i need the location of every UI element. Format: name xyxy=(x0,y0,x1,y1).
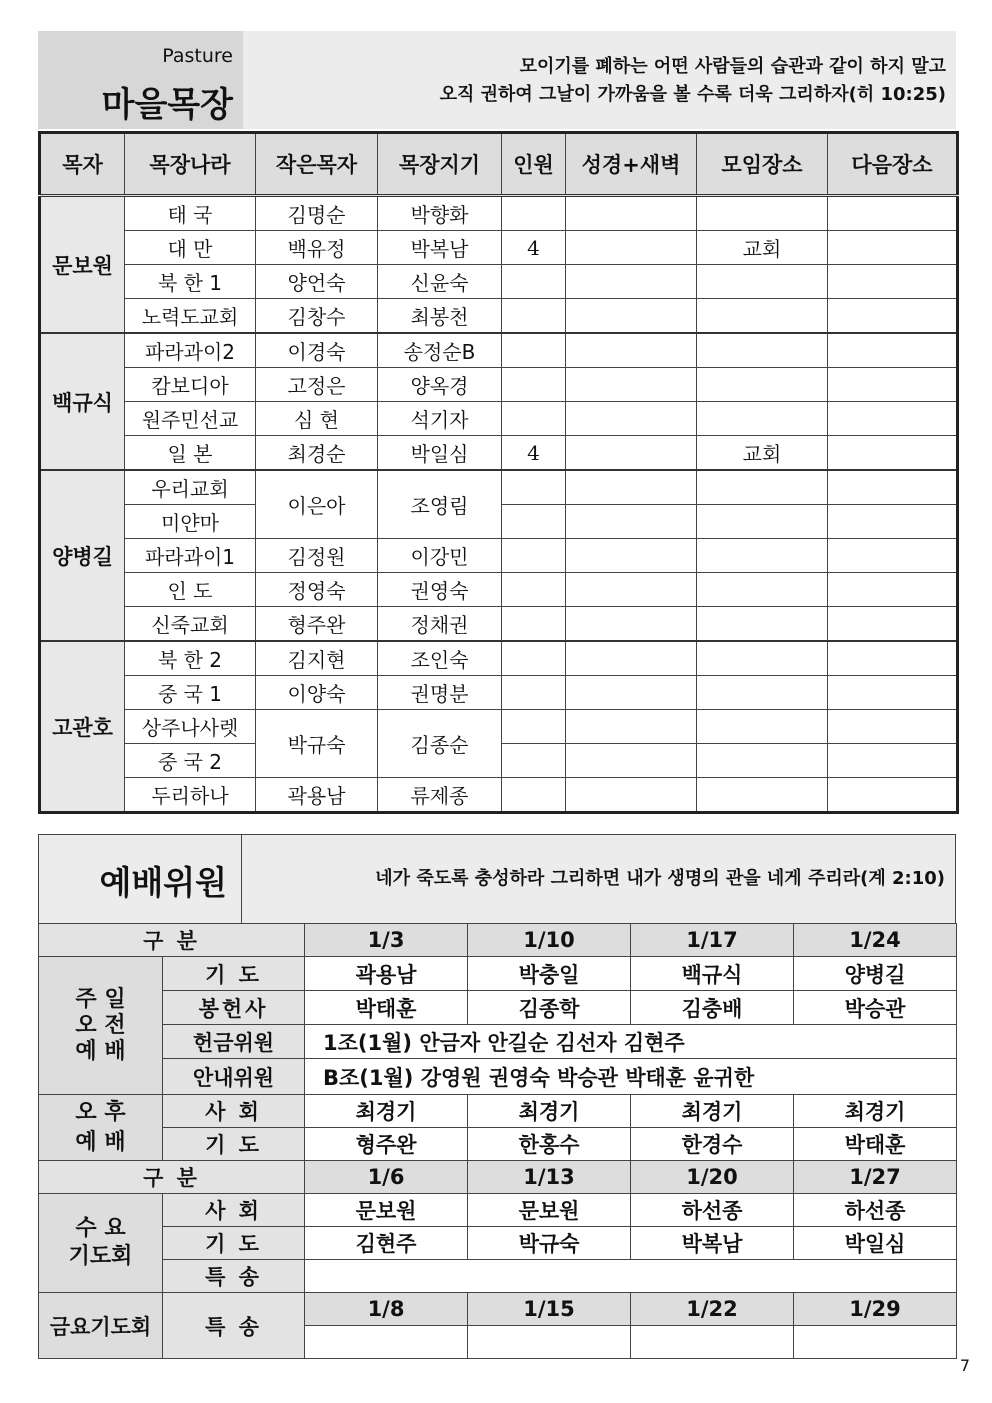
date-cell: 1/3 xyxy=(305,924,468,957)
count-cell xyxy=(502,505,566,539)
keeper-cell: 이강민 xyxy=(378,539,502,573)
usher-committee: B조(1월) 강영원 권영숙 박승관 박태훈 윤귀한 xyxy=(305,1059,957,1095)
bible-cell xyxy=(566,778,697,813)
col-place: 모임장소 xyxy=(697,133,828,196)
bible-cell xyxy=(566,402,697,436)
worship-verse: 네가 죽도록 충성하라 그리하면 내가 생명의 관을 네게 주리라(계 2:10) xyxy=(375,868,945,889)
place-cell xyxy=(697,710,828,744)
name-cell: 문보원 xyxy=(468,1194,631,1227)
bible-cell xyxy=(566,641,697,676)
count-cell xyxy=(502,710,566,744)
table-row xyxy=(40,196,958,231)
count-cell xyxy=(502,607,566,642)
table-row xyxy=(39,1293,957,1326)
keeper-cell: 석기자 xyxy=(378,402,502,436)
date-cell: 1/6 xyxy=(305,1161,468,1194)
keeper-cell: 박복남 xyxy=(378,231,502,265)
country-cell: 중 국 2 xyxy=(125,744,256,778)
small-pastor-cell: 양언숙 xyxy=(256,265,378,299)
date-cell: 1/15 xyxy=(468,1293,631,1326)
group-pastor: 백규식 xyxy=(40,333,125,470)
small-pastor-cell: 김명순 xyxy=(256,196,378,231)
next-place-cell xyxy=(828,299,958,334)
table-row xyxy=(39,1227,957,1260)
place-cell xyxy=(697,778,828,813)
country-cell: 상주나사렛 xyxy=(125,710,256,744)
country-cell: 대 만 xyxy=(125,231,256,265)
keeper-cell: 권영숙 xyxy=(378,573,502,607)
next-place-cell xyxy=(828,676,958,710)
table-row xyxy=(39,924,957,957)
name-cell: 하선종 xyxy=(631,1194,794,1227)
small-pastor-cell: 김창수 xyxy=(256,299,378,334)
next-place-cell xyxy=(828,505,958,539)
count-cell xyxy=(502,333,566,368)
bible-cell xyxy=(566,436,697,471)
usher-label: 안내위원 xyxy=(163,1059,305,1095)
keeper-cell: 신윤숙 xyxy=(378,265,502,299)
name-cell: 최경기 xyxy=(631,1095,794,1128)
name-cell: 백규식 xyxy=(631,957,794,991)
next-place-cell xyxy=(828,231,958,265)
table-row xyxy=(39,957,957,991)
name-cell: 박복남 xyxy=(631,1227,794,1260)
country-cell: 일 본 xyxy=(125,436,256,471)
country-cell: 파라과이1 xyxy=(125,539,256,573)
pasture-table xyxy=(38,131,959,814)
date-cell: 1/13 xyxy=(468,1161,631,1194)
table-row xyxy=(39,1059,957,1095)
name-cell: 김현주 xyxy=(305,1227,468,1260)
worship-title: 예배위원 xyxy=(99,863,227,902)
name-cell xyxy=(794,1326,957,1359)
pasture-header-row xyxy=(40,133,958,196)
col-keeper: 목장지기 xyxy=(378,133,502,196)
bible-cell xyxy=(566,470,697,505)
place-cell: 교회 xyxy=(697,231,828,265)
pasture-title-box xyxy=(38,31,243,129)
small-pastor-cell: 박규숙 xyxy=(256,710,378,778)
table-row xyxy=(40,676,958,710)
name-cell xyxy=(468,1326,631,1359)
col-next-place: 다음장소 xyxy=(828,133,958,196)
money-label: 헌금위원 xyxy=(163,1025,305,1059)
keeper-cell: 류제종 xyxy=(378,778,502,813)
sunday-morning-label: 주 일 오 전 예 배 xyxy=(39,957,163,1095)
worship-table xyxy=(38,923,957,1359)
name-cell: 박규숙 xyxy=(468,1227,631,1260)
small-pastor-cell: 심 현 xyxy=(256,402,378,436)
country-cell: 원주민선교 xyxy=(125,402,256,436)
small-pastor-cell: 정영숙 xyxy=(256,573,378,607)
country-cell: 캄보디아 xyxy=(125,368,256,402)
next-place-cell xyxy=(828,470,958,505)
table-row xyxy=(39,1260,957,1293)
money-committee: 1조(1월) 안금자 안길순 김선자 김현주 xyxy=(305,1025,957,1059)
gubun-label: 구 분 xyxy=(39,1161,305,1194)
small-pastor-cell: 김지현 xyxy=(256,641,378,676)
prayer-label: 기 도 xyxy=(163,957,305,991)
count-cell xyxy=(502,744,566,778)
keeper-cell: 박향화 xyxy=(378,196,502,231)
table-row xyxy=(40,573,958,607)
count-cell xyxy=(502,196,566,231)
next-place-cell xyxy=(828,368,958,402)
name-cell: 한경수 xyxy=(631,1128,794,1161)
wednesday-label: 수 요 기도회 xyxy=(39,1194,163,1293)
next-place-cell xyxy=(828,607,958,642)
country-cell: 두리하나 xyxy=(125,778,256,813)
small-pastor-cell: 이양숙 xyxy=(256,676,378,710)
group-pastor: 문보원 xyxy=(40,196,125,334)
name-cell: 박태훈 xyxy=(305,991,468,1025)
keeper-cell: 박일심 xyxy=(378,436,502,471)
bible-cell xyxy=(566,539,697,573)
friday-label: 금요기도회 xyxy=(39,1293,163,1359)
col-small-pastor: 작은목자 xyxy=(256,133,378,196)
small-pastor-cell: 김정원 xyxy=(256,539,378,573)
bible-cell xyxy=(566,607,697,642)
place-cell xyxy=(697,470,828,505)
country-cell: 중 국 1 xyxy=(125,676,256,710)
small-pastor-cell: 이경숙 xyxy=(256,333,378,368)
next-place-cell xyxy=(828,710,958,744)
group-pastor: 양병길 xyxy=(40,470,125,641)
count-cell xyxy=(502,470,566,505)
table-row xyxy=(39,1025,957,1059)
country-cell: 북 한 2 xyxy=(125,641,256,676)
place-cell xyxy=(697,333,828,368)
next-place-cell xyxy=(828,778,958,813)
name-cell: 박충일 xyxy=(468,957,631,991)
count-cell xyxy=(502,402,566,436)
place-cell xyxy=(697,402,828,436)
small-pastor-cell: 이은아 xyxy=(256,470,378,539)
worship-title-box xyxy=(39,835,242,923)
table-row xyxy=(40,539,958,573)
country-cell: 신죽교회 xyxy=(125,607,256,642)
table-row xyxy=(40,470,958,505)
keeper-cell: 김종순 xyxy=(378,710,502,778)
count-cell: 4 xyxy=(502,436,566,471)
name-cell xyxy=(631,1326,794,1359)
prayer-label: 기 도 xyxy=(163,1227,305,1260)
name-cell: 하선종 xyxy=(794,1194,957,1227)
name-cell xyxy=(305,1326,468,1359)
count-cell xyxy=(502,539,566,573)
country-cell: 미얀마 xyxy=(125,505,256,539)
name-cell: 양병길 xyxy=(794,957,957,991)
name-cell: 최경기 xyxy=(794,1095,957,1128)
name-cell: 박일심 xyxy=(794,1227,957,1260)
small-pastor-cell: 최경순 xyxy=(256,436,378,471)
country-cell: 북 한 1 xyxy=(125,265,256,299)
table-row xyxy=(39,1161,957,1194)
keeper-cell: 권명분 xyxy=(378,676,502,710)
worship-header xyxy=(38,834,956,924)
bible-cell xyxy=(566,333,697,368)
next-place-cell xyxy=(828,744,958,778)
table-row xyxy=(40,333,958,368)
bible-cell xyxy=(566,368,697,402)
next-place-cell xyxy=(828,641,958,676)
name-cell: 형주완 xyxy=(305,1128,468,1161)
place-cell xyxy=(697,265,828,299)
country-cell: 파라과이2 xyxy=(125,333,256,368)
bible-cell xyxy=(566,710,697,744)
pasture-verse-line1: 모이기를 폐하는 어떤 사람들의 습관과 같이 하지 말고 xyxy=(519,56,946,77)
place-cell xyxy=(697,607,828,642)
bible-cell xyxy=(566,231,697,265)
keeper-cell: 정채권 xyxy=(378,607,502,642)
col-bible: 성경+새벽 xyxy=(566,133,697,196)
country-cell: 노력도교회 xyxy=(125,299,256,334)
country-cell: 우리교회 xyxy=(125,470,256,505)
bible-cell xyxy=(566,505,697,539)
special-song-label: 특 송 xyxy=(163,1260,305,1293)
offering-label: 봉헌사 xyxy=(163,991,305,1025)
count-cell xyxy=(502,265,566,299)
host-label: 사 회 xyxy=(163,1095,305,1128)
place-cell xyxy=(697,368,828,402)
col-pastor: 목자 xyxy=(40,133,125,196)
date-cell: 1/29 xyxy=(794,1293,957,1326)
col-count: 인원 xyxy=(502,133,566,196)
afternoon-label: 오 후 예 배 xyxy=(39,1095,163,1161)
bible-cell xyxy=(566,573,697,607)
name-cell: 최경기 xyxy=(305,1095,468,1128)
prayer-label: 기 도 xyxy=(163,1128,305,1161)
next-place-cell xyxy=(828,265,958,299)
place-cell xyxy=(697,641,828,676)
table-row xyxy=(40,265,958,299)
next-place-cell xyxy=(828,402,958,436)
small-pastor-cell: 형주완 xyxy=(256,607,378,642)
special-song-label: 특 송 xyxy=(163,1293,305,1359)
pasture-title-ko: 마을목장 xyxy=(101,85,233,125)
name-cell: 곽용남 xyxy=(305,957,468,991)
table-row xyxy=(40,607,958,642)
bible-cell xyxy=(566,676,697,710)
count-cell xyxy=(502,368,566,402)
place-cell xyxy=(697,744,828,778)
table-row xyxy=(39,1128,957,1161)
date-cell: 1/10 xyxy=(468,924,631,957)
name-cell: 박태훈 xyxy=(794,1128,957,1161)
place-cell xyxy=(697,539,828,573)
pasture-header xyxy=(38,31,956,129)
place-cell xyxy=(697,196,828,231)
country-cell: 인 도 xyxy=(125,573,256,607)
date-cell: 1/8 xyxy=(305,1293,468,1326)
small-pastor-cell: 고정은 xyxy=(256,368,378,402)
bible-cell xyxy=(566,299,697,334)
name-cell: 한홍수 xyxy=(468,1128,631,1161)
gubun-label: 구 분 xyxy=(39,924,305,957)
keeper-cell: 최봉천 xyxy=(378,299,502,334)
col-country: 목장나라 xyxy=(125,133,256,196)
place-cell xyxy=(697,676,828,710)
date-cell: 1/17 xyxy=(631,924,794,957)
bible-cell xyxy=(566,744,697,778)
group-pastor: 고관호 xyxy=(40,641,125,813)
date-cell: 1/27 xyxy=(794,1161,957,1194)
small-pastor-cell: 백유정 xyxy=(256,231,378,265)
table-row xyxy=(40,436,958,471)
keeper-cell: 조인숙 xyxy=(378,641,502,676)
count-cell xyxy=(502,299,566,334)
place-cell: 교회 xyxy=(697,436,828,471)
date-cell: 1/24 xyxy=(794,924,957,957)
next-place-cell xyxy=(828,436,958,471)
small-pastor-cell: 곽용남 xyxy=(256,778,378,813)
table-row xyxy=(40,299,958,334)
host-label: 사 회 xyxy=(163,1194,305,1227)
name-cell: 박승관 xyxy=(794,991,957,1025)
keeper-cell: 송정순B xyxy=(378,333,502,368)
table-row xyxy=(40,402,958,436)
special-song-cell xyxy=(305,1260,957,1293)
bible-cell xyxy=(566,265,697,299)
table-row xyxy=(39,991,957,1025)
place-cell xyxy=(697,505,828,539)
pasture-title-en: Pasture xyxy=(162,45,233,67)
name-cell: 최경기 xyxy=(468,1095,631,1128)
next-place-cell xyxy=(828,196,958,231)
next-place-cell xyxy=(828,333,958,368)
next-place-cell xyxy=(828,573,958,607)
page-number: 7 xyxy=(959,1356,970,1375)
date-cell: 1/22 xyxy=(631,1293,794,1326)
table-row xyxy=(40,368,958,402)
name-cell: 문보원 xyxy=(305,1194,468,1227)
keeper-cell: 양옥경 xyxy=(378,368,502,402)
table-row xyxy=(40,710,958,744)
count-cell xyxy=(502,676,566,710)
table-row xyxy=(40,778,958,813)
country-cell: 태 국 xyxy=(125,196,256,231)
table-row xyxy=(39,1194,957,1227)
table-row xyxy=(39,1095,957,1128)
pasture-verse-line2: 오직 권하여 그날이 가까움을 볼 수록 더욱 그리하자(히 10:25) xyxy=(439,84,946,105)
table-row xyxy=(40,641,958,676)
count-cell xyxy=(502,641,566,676)
count-cell: 4 xyxy=(502,231,566,265)
table-row xyxy=(40,231,958,265)
count-cell xyxy=(502,778,566,813)
date-cell: 1/20 xyxy=(631,1161,794,1194)
place-cell xyxy=(697,299,828,334)
bible-cell xyxy=(566,196,697,231)
keeper-cell: 조영림 xyxy=(378,470,502,539)
name-cell: 김종학 xyxy=(468,991,631,1025)
name-cell: 김충배 xyxy=(631,991,794,1025)
count-cell xyxy=(502,573,566,607)
place-cell xyxy=(697,573,828,607)
next-place-cell xyxy=(828,539,958,573)
